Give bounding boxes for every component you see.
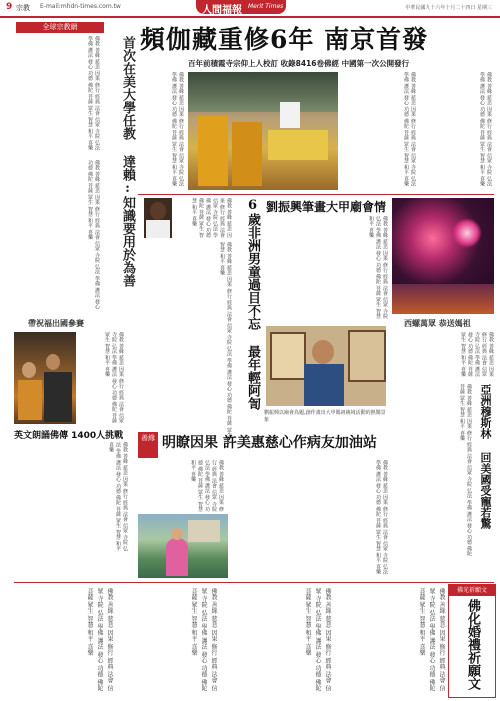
bottom-body-left: 佛教 善緣 慈悲 因果 修行 經典 法會 信眾 寺院 弘法 學佛 護法 發心 功德 佛陀 菩薩 眾生 智慧 和平 喜樂 xyxy=(190,460,224,512)
divider-main xyxy=(138,194,494,195)
bottom-body-right: 佛教 善緣 慈悲 因果 修行 經典 法會 信眾 寺院 弘法 學佛 護法 發心 功德 佛陀 菩薩 眾生 智慧 和平 喜樂 xyxy=(375,460,388,575)
poetry-column-1: 佛教 善緣 慈悲 因果 修行 經典 法會 信眾 寺院 弘法 學佛 護法 發心 功德 佛陀 菩薩 眾生 智慧 和平 喜樂 xyxy=(86,588,113,692)
main-subhead: 百年前積霞寺宗仰上人校訂 收錄8416卷佛經 中國第一次公開發行 xyxy=(188,59,410,68)
boy-photo xyxy=(144,198,172,238)
fireworks-caption: 西螺萬眾 恭送媽祖 xyxy=(404,318,471,328)
header-bar xyxy=(0,0,500,18)
garden-photo xyxy=(138,514,228,578)
left-tag: 全球宗教網 xyxy=(16,22,104,33)
english-body-text: 佛教 善緣 慈悲 因果 修行 經典 法會 信眾 寺院 弘法 學佛 護法 發心 功德 佛陀 菩薩 眾生 智慧 和平 喜樂 xyxy=(108,442,128,552)
poetry-column-2: 佛教 善緣 慈悲 因果 修行 經典 法會 信眾 寺院 弘法 學佛 護法 發心 功德 佛陀 菩薩 眾生 智慧 和平 喜樂 xyxy=(190,588,217,692)
main-body-left: 佛教 善緣 慈悲 因果 修行 經典 法會 信眾 寺院 弘法 學佛 護法 發心 功德 佛陀 菩薩 眾生 智慧 和平 喜樂 xyxy=(171,72,184,187)
poetry-column-4: 佛教 善緣 慈悲 因果 修行 經典 法會 信眾 寺院 弘法 學佛 護法 發心 功德 佛陀 菩薩 眾生 智慧 和平 喜樂 xyxy=(418,588,445,692)
prayer-side-tag: 佛光祈願文 xyxy=(449,585,495,596)
artist-photo-caption: 劉振興以廟會為題,創作畫出大甲媽祖繞境活動的熱鬧景象 xyxy=(264,410,386,423)
section-label: 宗教 xyxy=(16,4,30,12)
left-body-text: 佛教 善緣 慈悲 因果 修行 經典 法會 信眾 寺院 弘法 學佛 護法 發心 功德 佛陀 菩薩 眾生 智慧 和平 喜樂 xyxy=(87,36,100,151)
poetry-column-3: 佛教 善緣 慈悲 因果 修行 經典 法會 信眾 寺院 弘法 學佛 護法 發心 功德 佛陀 菩薩 眾生 智慧 和平 喜樂 xyxy=(304,588,331,692)
main-body-right-2: 佛教 善緣 慈悲 因果 修行 經典 法會 信眾 寺院 弘法 學佛 護法 發心 功德 佛陀 菩薩 眾生 智慧 和平 喜樂 xyxy=(479,72,492,187)
right-body: 佛教 善緣 慈悲 因果 修行 經典 法會 信眾 寺院 弘法 學佛 護法 發心 功德 佛陀 菩薩 眾生 智慧 和平 喜樂 xyxy=(459,384,472,557)
main-body-right: 佛教 善緣 慈悲 因果 修行 經典 法會 信眾 寺院 弘法 學佛 護法 發心 功德 佛陀 菩薩 眾生 智慧 和平 喜樂 xyxy=(403,72,416,187)
bottom-headline: 明瞭因果 許美惠慈心作病友加油站 xyxy=(162,435,377,451)
right-vertical-headline: 亞洲穆斯林 回美國受寵若驚 xyxy=(479,384,492,529)
story-three-headline: 劉振興筆畫大甲廟會情 xyxy=(266,200,387,214)
artist-photo xyxy=(266,326,386,406)
left-headline: 首次在美大學任教 達賴:知識要用於為善 xyxy=(120,36,135,287)
fireworks-photo xyxy=(392,198,494,314)
email-text: E-mail:mhdn-times.com.tw xyxy=(40,3,121,10)
story-three-body: 佛教 善緣 慈悲 因果 修行 經典 法會 信眾 寺院 弘法 學佛 護法 發心 功德 佛陀 菩薩 眾生 智慧 和平 喜樂 xyxy=(368,216,388,319)
prayer-side-box xyxy=(448,584,496,698)
masthead-logo xyxy=(196,0,286,14)
story-two-body-2: 佛教 善緣 慈悲 因果 修行 經典 法會 信眾 寺院 弘法 學佛 護法 發心 功德 佛陀 菩薩 眾生 智慧 和平 喜樂 xyxy=(191,198,232,238)
fireworks-body: 佛教 善緣 慈悲 因果 修行 經典 法會 信眾 寺院 弘法 學佛 護法 發心 功德 佛陀 菩薩 眾生 智慧 和平 喜樂 xyxy=(460,332,494,377)
bottom-tag: 善緣 xyxy=(138,432,158,458)
left-photo-monks xyxy=(14,332,76,424)
english-headline: 英文朗誦佛傳 1400人挑戰 xyxy=(14,431,124,441)
prayer-side-title: 佛化婚禮祈願文 xyxy=(465,599,480,690)
masthead-title: 人間福報 xyxy=(202,5,242,16)
left-caption-header: 帶祝福出國參賽 xyxy=(28,318,84,328)
story-two-body: 佛教 善緣 慈悲 因果 修行 經典 法會 信眾 寺院 弘法 學佛 護法 發心 功德 佛陀 菩薩 眾生 智慧 和平 喜樂 xyxy=(219,242,232,438)
date-line: 中華民國九十六年十月二十四日 星期三 xyxy=(405,5,492,11)
masthead-en: Merit Times xyxy=(248,3,284,10)
main-headline: 頻伽藏重修6年 南京首發 xyxy=(140,25,429,54)
story-two-headline: 6歲非洲男童過目不忘 最年輕阿訇 xyxy=(245,198,260,410)
left-photo-caption-text: 佛教 善緣 慈悲 因果 修行 經典 法會 信眾 寺院 弘法 學佛 護法 發心 功德 佛陀 菩薩 眾生 智慧 和平 喜樂 xyxy=(104,332,124,424)
left-body-text-2: 佛教 善緣 慈悲 因果 修行 經典 法會 信眾 寺院 弘法 學佛 護法 發心 功德 佛陀 菩薩 眾生 智慧 和平 喜樂 xyxy=(87,160,100,310)
divider-bottom xyxy=(14,582,494,583)
main-photo-ceremony xyxy=(188,72,338,190)
page-number: 9 xyxy=(6,2,13,12)
